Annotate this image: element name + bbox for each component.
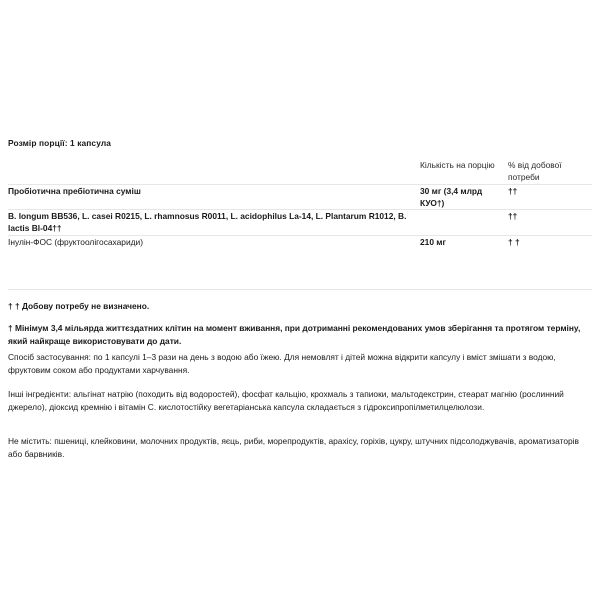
note-directions-for-use: Спосіб застосування: по 1 капсулі 1–3 рази на день з водою або їжею. Для немовлят і дітей можна відкрити капсулу і вміст змішати з водою, фруктовим соком або продуктами харчування. xyxy=(8,352,556,375)
row-daily-value-probiotic-blend: †† xyxy=(506,184,592,209)
row-amount-strain-list xyxy=(418,210,506,235)
table-row xyxy=(8,235,592,248)
column-header-amount-per-serving: Кількість на порцію xyxy=(420,160,495,170)
row-amount-probiotic-blend: 30 мг (3,4 млрд КУО†) xyxy=(418,184,506,209)
serving-size-line: Розмір порції: 1 капсула xyxy=(8,138,112,148)
row-name-inulin-fos: Інулін-ФОС (фруктоолігосахариди) xyxy=(8,235,418,248)
table-header-row xyxy=(8,160,592,184)
note-minimum-viable-cells: † Мінімум 3,4 мільярда життєздатних клітин на момент вживання, при дотриманні рекомендованих умов зберігання та протягом терміну, який найкраще використовувати до дати. xyxy=(8,323,581,346)
table-row xyxy=(8,210,592,235)
column-header-nutrient xyxy=(8,160,418,184)
row-amount-inulin-fos: 210 мг xyxy=(418,235,506,248)
row-daily-value-inulin-fos: † † xyxy=(506,235,592,248)
table-row xyxy=(8,184,592,209)
row-name-strain-list: B. longum BB536, L. casei R0215, L. rhamnosus R0011, L. acidophilus La-14, L. Plantarum R1012, B. lactis Bl-04†† xyxy=(8,210,418,235)
supplement-facts-table xyxy=(8,160,592,248)
row-name-probiotic-blend: Пробіотична пребіотична суміш xyxy=(8,184,418,209)
note-daily-value-not-established: † † Добову потребу не визначено. xyxy=(8,301,150,311)
note-other-ingredients: Інші інгредієнти: альгінат натрію (походить від водоростей), фосфат кальцію, крохмаль з тапиоки, мальтодекстрин, стеарат магнію (рослинний джерело), діоксид кремнію і вітамін С. кислотостійку вегетаріанська капсула складається з гідроксипропілметилцелюлози. xyxy=(8,389,564,412)
column-header-daily-value: % від добової потреби xyxy=(508,160,562,182)
row-daily-value-strain-list: †† xyxy=(506,210,592,235)
table-bottom-rule xyxy=(8,289,592,290)
note-free-from-allergens: Не містить: пшениці, клейковини, молочних продуктів, яєць, риби, морепродуктів, арахісу, горіхів, цукру, штучних підсолоджувачів, ароматизаторів або барвників. xyxy=(8,436,579,459)
